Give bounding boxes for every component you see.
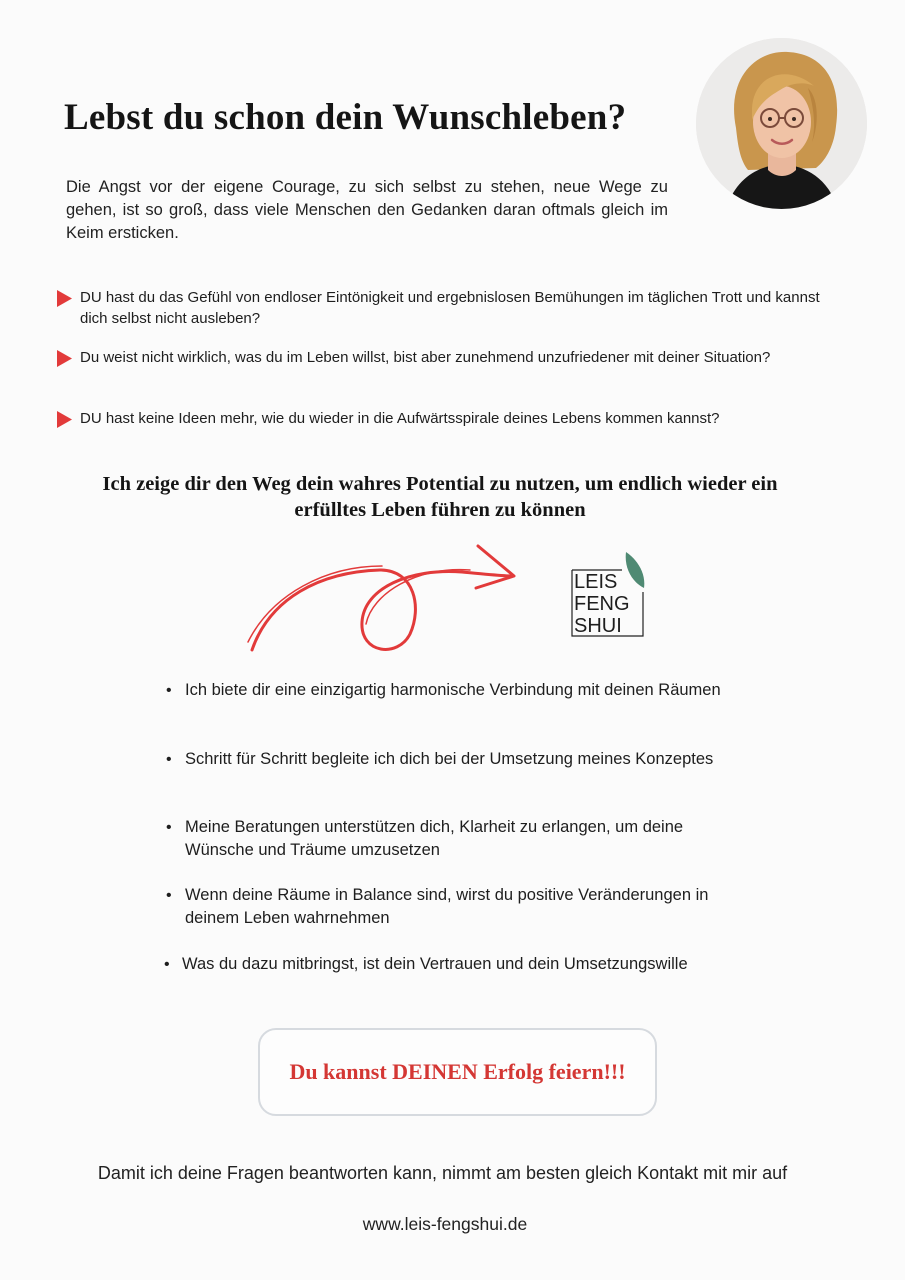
benefit-text: Wenn deine Räume in Balance sind, wirst du positive Veränderungen in deinem Leben wahrnehmen — [185, 886, 709, 927]
contact-text: Damit ich deine Fragen beantworten kann, nimmt am besten gleich Kontakt mit mir auf — [97, 1163, 788, 1183]
bullet-dot-icon: • — [164, 956, 170, 973]
bullet-dot-icon: • — [166, 887, 172, 904]
benefit-text: Was du dazu mitbringst, ist dein Vertrauen und dein Umsetzungswille — [182, 955, 688, 973]
benefit-text: Meine Beratungen unterstützen dich, Klarheit zu erlangen, um deine Wünsche und Träume umzusetzen — [185, 818, 684, 859]
portrait-photo — [696, 38, 867, 209]
triangle-bullet-icon — [56, 411, 73, 428]
swirl-arrow-icon — [240, 538, 525, 658]
intro-paragraph: Die Angst vor der eigene Courage, zu sich selbst zu stehen, neue Wege zu gehen, ist so groß, dass viele Menschen den Gedanken daran oftmals gleich im Keim ersticken. — [66, 178, 668, 242]
cta-box — [258, 1028, 657, 1116]
benefit-text: Schritt für Schritt begleite ich dich bei der Umsetzung meines Konzeptes — [185, 750, 714, 768]
logo-line-3: SHUI — [574, 615, 622, 637]
benefit-text: Ich biete dir eine einzigartig harmonische Verbindung mit deinen Räumen — [185, 681, 721, 699]
claim-heading: Ich zeige dir den Weg dein wahres Potential zu nutzen, um endlich wieder ein erfülltes Leben führen zu können — [102, 473, 778, 521]
bullet-dot-icon: • — [166, 682, 172, 699]
question-text: DU hast du das Gefühl von endloser Eintönigkeit und ergebnislosen Bemühungen im täglichen Trott und kannst dich selbst nicht ausleben? — [80, 289, 820, 327]
triangle-bullet-icon — [56, 290, 73, 307]
page-title: Lebst du schon dein Wunschleben? — [64, 97, 627, 138]
brand-logo — [566, 550, 648, 640]
cta-text: Du kannst DEINEN Erfolg feiern!!! — [289, 1059, 626, 1084]
triangle-bullet-icon — [56, 350, 73, 367]
question-text: DU hast keine Ideen mehr, wie du wieder in die Aufwärtsspirale deines Lebens kommen kannst? — [80, 410, 720, 427]
bullet-dot-icon: • — [166, 819, 172, 836]
website-link[interactable]: www.leis-fengshui.de — [362, 1214, 528, 1234]
logo-line-2: FENG — [574, 593, 630, 615]
bullet-dot-icon: • — [166, 751, 172, 768]
logo-line-1: LEIS — [574, 571, 618, 593]
question-text: Du weist nicht wirklich, was du im Leben willst, bist aber zunehmend unzufriedener mit deiner Situation? — [80, 349, 771, 366]
